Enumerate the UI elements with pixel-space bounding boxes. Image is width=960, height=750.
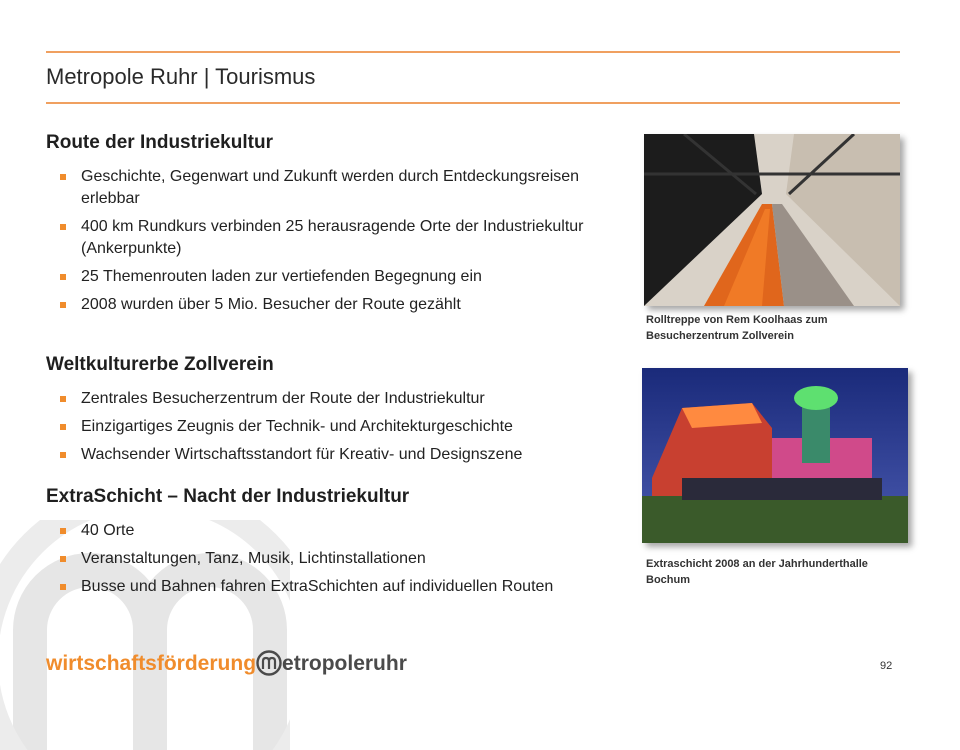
section-heading: ExtraSchicht – Nacht der Industriekultur [46, 486, 410, 507]
section-extraschicht [46, 486, 553, 604]
header-rule-bottom [46, 102, 900, 104]
page-title: Metropole Ruhr | Tourismus [46, 64, 316, 89]
list-item: 25 Themenrouten laden zur vertiefenden Begegnung ein [46, 266, 606, 288]
bullet-list [46, 388, 522, 466]
list-item: 2008 wurden über 5 Mio. Besucher der Route gezählt [46, 294, 606, 316]
photo-escalator [644, 134, 900, 306]
photo-caption: Extraschicht 2008 an der Jahrhunderthalle Bochum [646, 558, 868, 586]
list-item: 400 km Rundkurs verbinden 25 herausragende Orte der Industriekultur (Ankerpunkte) [46, 216, 606, 260]
section-heading: Route der Industriekultur [46, 132, 273, 153]
m-circle-icon [256, 650, 282, 676]
page-number: 92 [880, 660, 893, 672]
section-zollverein [46, 354, 522, 472]
list-item: 40 Orte [46, 520, 553, 542]
header-rule-top [46, 51, 900, 53]
footer-logo [46, 650, 407, 676]
photo-extraschicht [642, 368, 908, 543]
bullet-list [46, 166, 606, 316]
list-item: Wachsender Wirtschaftsstandort für Kreativ- und Designszene [46, 444, 522, 466]
photo-caption: Rolltreppe von Rem Koolhaas zum Besucherzentrum Zollverein [646, 314, 828, 342]
logo-text-gray: etropoleruhr [282, 652, 407, 675]
logo-text-orange: wirtschaftsförderung [46, 652, 257, 675]
list-item: Zentrales Besucherzentrum der Route der Industriekultur [46, 388, 522, 410]
bullet-list [46, 520, 553, 598]
list-item: Geschichte, Gegenwart und Zukunft werden durch Entdeckungsreisen erlebbar [46, 166, 606, 210]
list-item: Busse und Bahnen fahren ExtraSchichten auf individuellen Routen [46, 576, 553, 598]
section-heading: Weltkulturerbe Zollverein [46, 354, 274, 375]
list-item: Einzigartiges Zeugnis der Technik- und Architekturgeschichte [46, 416, 522, 438]
list-item: Veranstaltungen, Tanz, Musik, Lichtinstallationen [46, 548, 553, 570]
section-route-industriekultur [46, 132, 606, 322]
